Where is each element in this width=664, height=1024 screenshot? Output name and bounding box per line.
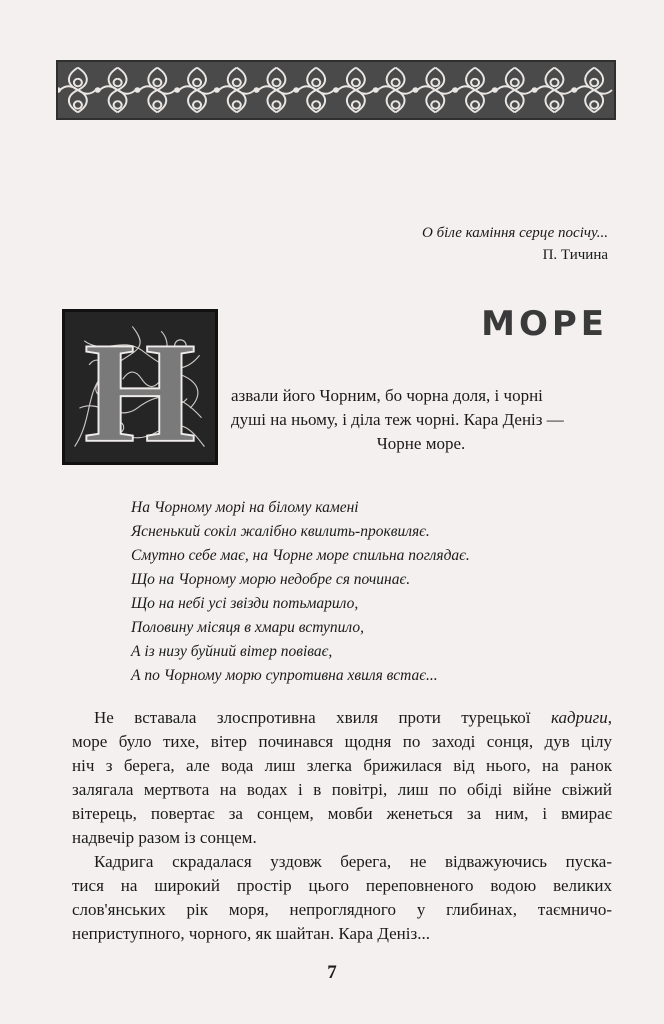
header-ornament — [56, 60, 616, 120]
ornament-motif — [293, 68, 334, 113]
poem-line: Що на небі усі звізди потьмарило, — [131, 595, 359, 612]
ornament-motif — [412, 68, 453, 113]
ornament-motif — [214, 68, 255, 113]
paragraph-line: слов'янських рік моря, непроглядного у глибинах, таємничо- — [72, 900, 612, 919]
epigraph-line: О біле каміння серце посічу... — [422, 225, 608, 241]
poem-quote — [131, 496, 601, 688]
poem-line: А по Чорному морю супротивна хвиля встає... — [131, 667, 438, 684]
paragraph-line: азвали його Чорним, бо чорна доля, і чорні — [231, 386, 543, 405]
poem-line: Половину місяця в хмари вступило, — [131, 619, 364, 636]
ornament-motif — [254, 68, 295, 113]
drop-cap — [62, 309, 218, 465]
paragraph-line: душі на ньому, і діла теж чорні. Кара Деніз — — [231, 410, 564, 429]
drop-cap-illustration — [65, 312, 215, 462]
ornament-motif — [333, 68, 374, 113]
paragraph-line: тися на широкий простір цього переповненого водою великих — [72, 876, 612, 895]
paragraph-line: вітерець, повертає за сонцем, мовби женеться за ним, і вмирає — [72, 804, 612, 823]
paragraph-line: неприступного, чорного, як шайтан. Кара Деніз... — [72, 924, 430, 943]
epigraph-author: П. Тичина — [542, 247, 608, 263]
poem-line: На Чорному морі на білому камені — [131, 499, 359, 516]
drop-cap-letter: Н — [83, 312, 197, 462]
paragraph-line: Чорне море. — [376, 434, 466, 453]
ornament-motif — [373, 68, 414, 113]
ornament-motif — [571, 68, 612, 113]
epigraph — [308, 222, 608, 266]
ornament-motif — [134, 68, 175, 113]
poem-line: Смутно себе має, на Чорне море спильна поглядає. — [131, 547, 470, 564]
paragraph-line: Не вставала злоспротивна хвиля проти турецької кадриги, — [94, 708, 612, 727]
body-text — [72, 706, 612, 946]
ornament-motif — [532, 68, 573, 113]
paragraph-line: залягала мертвота на водах і в повітрі, лиш по обіді війне свіжий — [72, 780, 612, 799]
ornament-motif — [95, 68, 136, 113]
ornament-motif — [58, 68, 96, 113]
paragraph-line: море було тихе, вітер починався щодня по заході сонця, дув цілу — [72, 732, 612, 751]
page-number: 7 — [327, 962, 337, 983]
poem-line: А із низу буйний вітер повіває, — [131, 643, 333, 660]
chapter-title: МОРЕ — [481, 304, 608, 344]
paragraph-line: ніч з берега, але вода лиш злегка брижилася від нього, на ранок — [72, 756, 612, 775]
paragraph-line: надвечір разом із сонцем. — [72, 828, 257, 847]
poem-line: Що на Чорному морю недобре ся починає. — [131, 571, 411, 588]
ornament-motif — [492, 68, 533, 113]
ornament-motif — [452, 68, 493, 113]
poem-line: Ясненький сокіл жалібно квилить-проквиляє. — [131, 523, 430, 540]
ornament-pattern — [58, 62, 614, 118]
ornament-motif — [174, 68, 215, 113]
paragraph-line: Кадрига скрадалася уздовж берега, не відважуючись пуска- — [94, 852, 612, 871]
opening-paragraph — [231, 384, 611, 456]
